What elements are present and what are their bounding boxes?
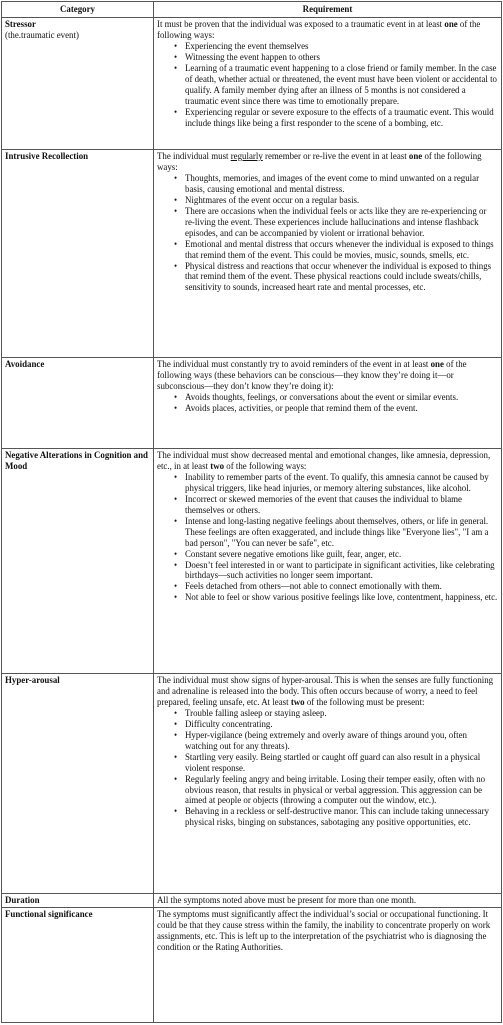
category-label: Stressor: [5, 19, 36, 29]
category-cell: [2, 150, 154, 358]
list-item: • Physical distress and reactions that occur whenever the individual is exposed to things that remind them of the event. These physical reactions could include sweats/chills, sensitivity to sounds, increased heart rate and mental processes, etc.: [174, 261, 498, 294]
list-item: • Inability to remember parts of the event. To qualify, this amnesia cannot be caused by physical triggers, like head injuries, or memory altering substances, like alcohol.: [174, 472, 498, 494]
list-item: • Experiencing regular or severe exposure to the effects of a traumatic event. This would include things like being a first responder to the scene of a bombing, etc.: [174, 107, 498, 129]
requirement-list: [157, 472, 498, 603]
requirement-cell: [154, 907, 502, 1022]
category-cell: [2, 674, 154, 894]
requirement-list: [157, 41, 498, 129]
requirements-table: [1, 1, 502, 1023]
category-cell: [2, 358, 154, 449]
requirement-intro: The individual must show decreased mental and emotional changes, like amnesia, depression, etc., in at least two of the following ways:: [157, 450, 491, 471]
list-item: • Intense and long-lasting negative feelings about themselves, others, or life in general. These feelings are often exaggerated, and include things like "Everyone lies", "I am a bad person", "You can never be safe", etc.: [174, 516, 498, 549]
category-cell: [2, 449, 154, 674]
requirement-cell: [154, 18, 502, 150]
category-label: Negative Alterations in Cognition and Mood: [5, 450, 148, 471]
table-row: [2, 894, 502, 908]
header-row: [2, 2, 502, 18]
list-item: • Nightmares of the event occur on a regular basis.: [174, 195, 498, 206]
table-row: [2, 674, 502, 894]
requirement-cell: [154, 449, 502, 674]
table-row: [2, 18, 502, 150]
list-item: • Learning of a traumatic event happening to a close friend or family member. In the case of death, whether actual or threatened, the event must have been violent or accidental to qualify. A family member dying after an illness of 5 months is not considered a traumatic event since there was time to emotionally prepare.: [174, 63, 498, 107]
category-label: Intrusive Recollection: [5, 151, 89, 161]
header-requirement: Requirement: [154, 2, 502, 18]
header-category: Category: [2, 2, 154, 18]
category-label: Avoidance: [5, 359, 45, 369]
list-item: • Regularly feeling angry and being irritable. Losing their temper easily, often with no obvious reason, that results in physical or verbal aggression. This aggression can be aimed at people or objects (throwing a computer out the window, etc.).: [174, 774, 498, 807]
requirement-intro: The individual must regularly remember or re-live the event in at least one of the following ways:: [157, 151, 482, 172]
requirement-list: [157, 173, 498, 293]
table-row: [2, 150, 502, 358]
list-item: • Hyper-vigilance (being extremely and overly aware of things around you, often watching out for any threats).: [174, 730, 498, 752]
list-item: • Startling very easily. Being startled or caught off guard can also result in a physical violent response.: [174, 752, 498, 774]
category-cell: [2, 18, 154, 150]
category-label: Duration: [5, 895, 40, 905]
category-label: Hyper-arousal: [5, 675, 60, 685]
list-item: • Behaving in a reckless or self-destructive manor. This can include taking unnecessary physical risks, binging on substances, sabotaging any positive opportunities, etc.: [174, 806, 498, 828]
category-cell: [2, 907, 154, 1022]
list-item: • Witnessing the event happen to others: [174, 52, 498, 63]
requirement-cell: [154, 150, 502, 358]
list-item: • Avoids thoughts, feelings, or conversations about the event or similar events.: [174, 392, 498, 403]
list-item: • Constant severe negative emotions like guilt, fear, anger, etc.: [174, 549, 498, 560]
list-item: • Not able to feel or show various positive feelings like love, contentment, happiness, etc.: [174, 592, 498, 603]
list-item: • Emotional and mental distress that occurs whenever the individual is exposed to things that remind them of the event. This could be movies, music, sounds, smells, etc.: [174, 239, 498, 261]
table-row: [2, 358, 502, 449]
list-item: • Feels detached from others—not able to connect emotionally with them.: [174, 581, 498, 592]
requirement-intro: The individual must show signs of hyper-arousal. This is when the senses are fully functioning and adrenaline is released into the body. This often occurs because of worry, a need to feel prepared, feeling unsafe, etc. At least two of the following must be present:: [157, 675, 494, 707]
category-label: Functional significance: [5, 908, 93, 919]
list-item: • Thoughts, memories, and images of the event come to mind unwanted on a regular basis, causing emotional and mental distress.: [174, 173, 498, 195]
requirement-cell: [154, 358, 502, 449]
list-item: • Doesn’t feel interested in or want to participate in significant activities, like celebrating birthdays—such activities no longer seem important.: [174, 560, 498, 582]
category-cell: [2, 894, 154, 908]
list-item: • Experiencing the event themselves: [174, 41, 498, 52]
requirement-list: [157, 392, 498, 414]
list-item: • There are occasions when the individual feels or acts like they are re-experiencing or re-living the event. These experiences include hallucinations and intense flashback episodes, and can be accompanied by violent or irrational behavior.: [174, 206, 498, 239]
table-row: [2, 907, 502, 1022]
category-sublabel: (the.traumatic event): [5, 29, 79, 40]
requirement-intro: The individual must constantly try to avoid reminders of the event in at least one of the following ways (these behaviors can be conscious—they know they’re doing it—or subconscious—they don’t know they’re doing it):: [157, 359, 467, 391]
requirement-intro: It must be proven that the individual was exposed to a traumatic event in at least one of the following ways:: [157, 19, 481, 40]
requirement-intro: All the symptoms noted above must be present for more than one month.: [157, 895, 417, 905]
requirement-list: [157, 708, 498, 828]
list-item: • Incorrect or skewed memories of the event that causes the individual to blame themselves or others.: [174, 494, 498, 516]
list-item: • Difficulty concentrating.: [174, 719, 498, 730]
table-row: [2, 449, 502, 674]
requirement-cell: [154, 894, 502, 908]
list-item: • Avoids places, activities, or people that remind them of the event.: [174, 403, 498, 414]
requirement-intro: The symptoms must significantly affect the individual’s social or occupational functioning. It could be that they cause stress within the family, the inability to concentrate properly on work assignments, etc. This is left up to the interpretation of the psychiatrist who is diagnosing the condition or the Rating Authorities.: [157, 908, 491, 952]
requirement-cell: [154, 674, 502, 894]
list-item: • Trouble falling asleep or staying asleep.: [174, 708, 498, 719]
